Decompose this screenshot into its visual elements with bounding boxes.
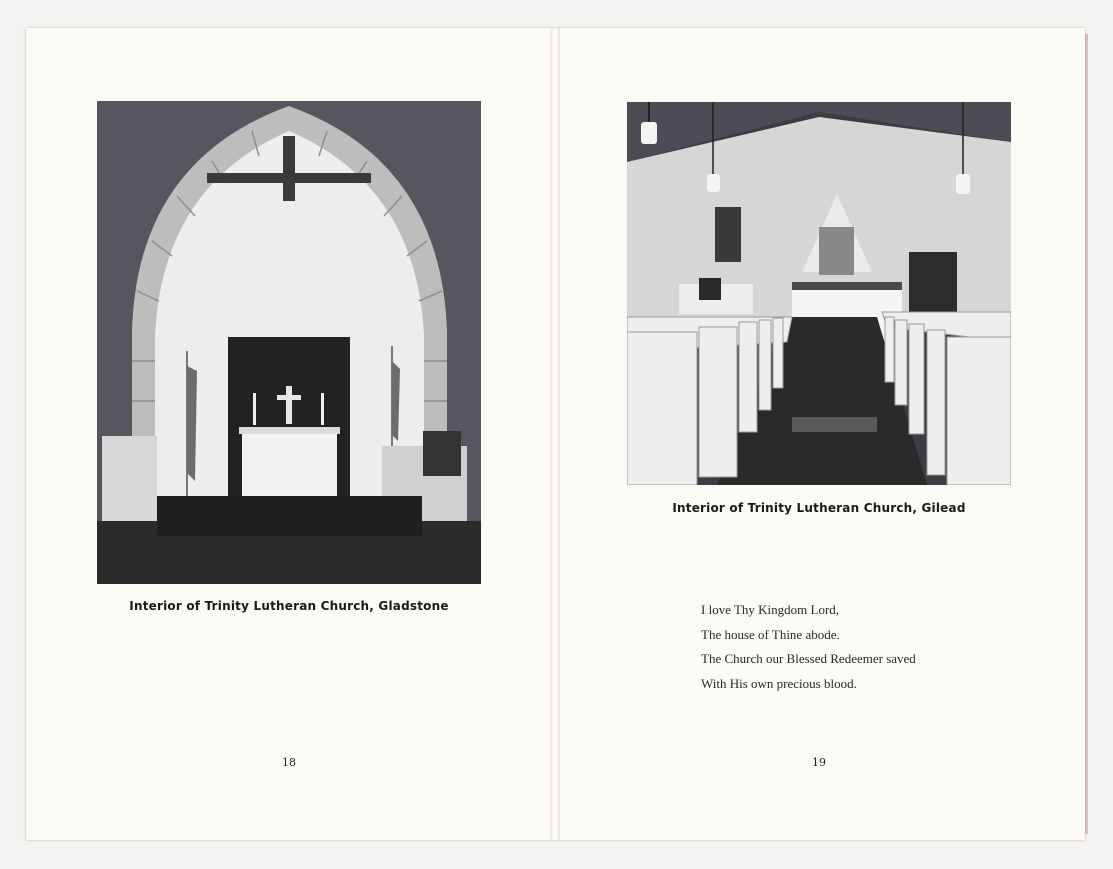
photo-caption-gladstone: Interior of Trinity Lutheran Church, Gladstone (129, 599, 449, 613)
book-spine (550, 28, 560, 840)
photo-gladstone-interior (97, 101, 481, 584)
verse-line: With His own precious blood. (701, 675, 857, 691)
verse-line: The Church our Blessed Redeemer saved (701, 651, 916, 666)
page-number-left: 18 (282, 756, 296, 769)
page-number-right: 19 (812, 756, 826, 769)
verse-line: The house of Thine abode. (701, 626, 840, 642)
photo-caption-gilead: Interior of Trinity Lutheran Church, Gilead (672, 501, 966, 515)
hymn-verse (701, 598, 916, 696)
photo-gilead-interior (627, 102, 1011, 485)
verse-line: I love Thy Kingdom Lord, (701, 602, 840, 617)
